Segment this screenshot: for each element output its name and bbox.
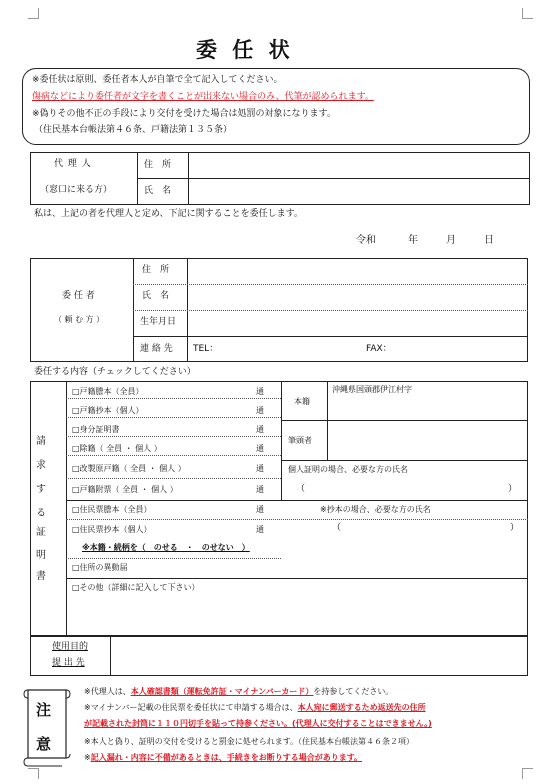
count-juminhyo-shohon: 通: [256, 525, 264, 534]
count-koseki-tohon: 通: [256, 387, 264, 396]
notice-line-2: 傷病などにより委任者が文字を書くことが出来ない場合のみ、代筆が認められます。: [32, 92, 374, 102]
caution-label-1: 注: [36, 701, 52, 719]
notice-line-3: ※偽りその他不正の手段により交付を受けた場合は処罰の対象になります。: [32, 109, 336, 119]
caution-scroll-icon: [22, 684, 72, 768]
caution-line-1b: 本人確認書類（運転免許証・マイナンバーカード）: [130, 687, 314, 696]
date-field[interactable]: [380, 232, 520, 250]
count-juminhyo-tohon: 通: [256, 505, 264, 514]
shohon-name-field[interactable]: [345, 521, 505, 537]
agent-address-field[interactable]: [189, 153, 529, 177]
checkbox-juminhyo-shohon[interactable]: □住民票抄本（個人）: [72, 525, 152, 534]
contents-heading: 委任する内容（チェックしてください）: [34, 367, 196, 377]
count-kaisei-genkoseki: 通: [256, 464, 264, 473]
fax-label: FAX：: [366, 344, 392, 354]
principal-label: 委 任 者: [62, 291, 95, 301]
principal-address-field[interactable]: [188, 259, 527, 283]
agent-name-label: 氏 名: [144, 186, 172, 196]
request-docs-label-6: 明: [36, 550, 46, 561]
shohon-name-paren-open: （: [332, 523, 342, 533]
purpose-field[interactable]: [111, 637, 527, 675]
request-docs-label-7: 書: [36, 571, 46, 582]
hittosha-label: 筆頭者: [288, 436, 312, 445]
checkbox-juminhyo-tohon[interactable]: □住民票謄本（全員）: [72, 505, 152, 514]
date-day: 日: [484, 235, 494, 246]
caution-line-1c: を持参してください。: [313, 687, 394, 696]
count-mibun-shomei: 通: [256, 425, 264, 434]
checkbox-address-history[interactable]: □住所の異動届: [72, 563, 128, 572]
count-joseki: 通: [256, 444, 264, 453]
count-koseki-shohon: 通: [256, 406, 264, 415]
notice-line-1: ※委任状は原則、委任者本人が自筆で全て記入してください。: [32, 75, 283, 85]
tel-field[interactable]: [222, 339, 352, 359]
caution-line-2b: 本人宛に郵送するため返送先の住所: [297, 703, 426, 712]
date-year: 年: [408, 235, 418, 246]
page-title: 委 任 状: [196, 38, 294, 62]
crop-mark-bottom-right: [522, 768, 533, 779]
agent-label-sub: （窓口に来る方）: [40, 185, 113, 195]
honseki-zokugara-option[interactable]: ※本籍・続柄を（ のせる ・ のせない ）: [82, 543, 250, 552]
individual-name-field[interactable]: [310, 482, 505, 497]
caution-line-5: [84, 754, 362, 762]
agent-name-field[interactable]: [189, 179, 529, 204]
caution-line-5b: 記入漏れ・内容に不備があるときは、手続きをお断りする場合があります。: [90, 753, 363, 762]
individual-name-paren-open: （: [296, 484, 306, 494]
shohon-name-paren-close: ）: [510, 523, 520, 533]
delegation-sentence: 私は、上記の者を代理人と定め、下記に関することを委任します。: [34, 209, 303, 219]
request-docs-label-3: す: [36, 484, 46, 495]
caution-label-2: 意: [36, 735, 52, 753]
caution-line-1: [84, 688, 393, 696]
agent-address-label: 住 所: [144, 160, 172, 170]
honseki-label: 本籍: [294, 397, 310, 406]
checkbox-kaisei-genkoseki[interactable]: □改製原戸籍（ 全員 ・ 個人 ）: [72, 464, 186, 473]
principal-name-label: 氏 名: [142, 291, 170, 301]
caution-line-2a: ※マイナンバー記載の住民票を委任状にて申請する場合は、: [84, 703, 298, 712]
date-era: 令和: [356, 235, 376, 246]
count-koseki-fuhyo: 通: [256, 485, 264, 494]
crop-mark-top-left: [28, 8, 39, 19]
fax-field[interactable]: [400, 339, 525, 359]
crop-mark-top-right: [522, 8, 533, 19]
caution-line-4: ※本人と偽り、証明の交付を受けると罰金に処せられます。（住民基本台帳法第４６条２項）: [84, 737, 415, 746]
principal-label-sub: （ 頼 む 方 ）: [54, 315, 105, 324]
caution-line-1a: ※代理人は、: [84, 687, 131, 696]
checkbox-koseki-tohon[interactable]: □戸籍謄本（全員）: [72, 387, 144, 396]
checkbox-koseki-shohon[interactable]: □戸籍抄本（個人）: [72, 406, 144, 415]
checkbox-koseki-fuhyo[interactable]: □戸籍附票（ 全員 ・ 個人 ）: [72, 485, 178, 494]
caution-line-5a: ※: [84, 753, 91, 762]
principal-name-field[interactable]: [188, 285, 527, 309]
submit-to-label: 提 出 先: [52, 658, 85, 668]
honseki-value[interactable]: 沖縄県国頭郡伊江村字: [332, 385, 412, 394]
checkbox-other[interactable]: □その他（詳細に記入して下さい）: [72, 583, 200, 592]
crop-mark-bottom-left: [28, 768, 39, 779]
tel-label: TEL：: [193, 344, 219, 354]
principal-birth-field[interactable]: [188, 311, 527, 335]
checkbox-joseki[interactable]: □除籍（ 全員 ・ 個人 ）: [72, 444, 162, 453]
shohon-name-note: ※抄本の場合、必要な方の氏名: [320, 505, 431, 514]
agent-label: 代 理 人: [54, 159, 92, 169]
individual-name-paren-close: ）: [508, 484, 518, 494]
hittosha-field[interactable]: [328, 421, 527, 459]
principal-contact-label: 連 絡 先: [140, 344, 173, 354]
caution-line-3: が記載された封筒に１１０円切手を貼って持参ください。(代理人に交付することはできません。): [84, 719, 432, 728]
request-docs-label-4: る: [36, 508, 46, 519]
other-details-field[interactable]: [70, 598, 525, 634]
request-docs-label-2: 求: [36, 460, 46, 471]
principal-address-label: 住 所: [142, 265, 170, 275]
request-docs-label-5: 証: [36, 527, 46, 538]
notice-line-4: （住民基本台帳法第４６条、戸籍法第１３５条）: [34, 125, 233, 135]
request-docs-label-1: 請: [36, 436, 46, 447]
individual-name-note: 個人証明の場合、必要な方の氏名: [288, 465, 408, 474]
principal-birth-label: 生年月日: [140, 317, 177, 327]
caution-line-2: [84, 704, 426, 712]
date-month: 月: [446, 235, 456, 246]
purpose-label: 使用目的: [52, 642, 89, 652]
checkbox-mibun-shomei[interactable]: □身分証明書: [72, 425, 120, 434]
